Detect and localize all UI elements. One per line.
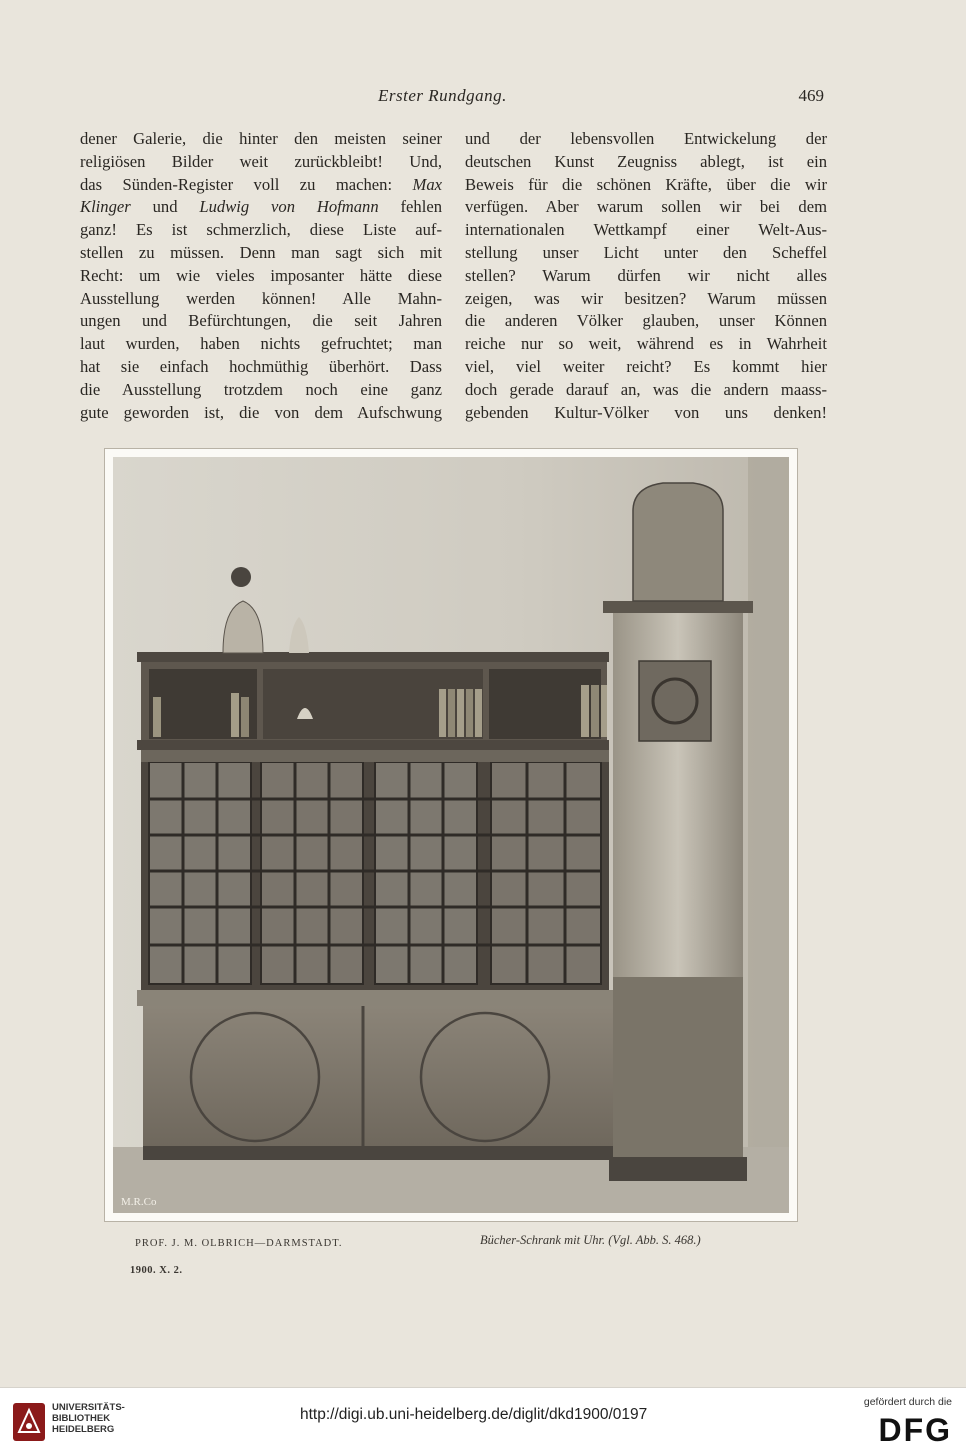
running-title: Erster Rundgang. bbox=[378, 86, 507, 105]
photo-signature: M.R.Co bbox=[121, 1196, 157, 1208]
text-line: die anderen Völker glauben, unser Können bbox=[465, 311, 827, 331]
glass-doors bbox=[141, 750, 609, 990]
text-line: und der lebensvollen Entwickelung der bbox=[465, 129, 827, 148]
library-name-line: BIBLIOTHEK bbox=[52, 1413, 111, 1424]
library-name bbox=[52, 1402, 125, 1435]
italic-name: Max bbox=[412, 174, 442, 194]
text-line: stellung unser Licht unter den Scheffel bbox=[465, 242, 827, 262]
text-line: deutschen Kunst Zeugniss ablegt, ist ein bbox=[465, 151, 827, 171]
right-text-column bbox=[465, 128, 827, 424]
text-line: religiösen Bilder weit zurückbleibt! Und, bbox=[80, 151, 442, 171]
university-seal-icon bbox=[12, 1402, 46, 1442]
text-line: Recht: um wie vieles imposanter hätte diese bbox=[80, 265, 442, 285]
upper-shelf bbox=[137, 652, 609, 750]
library-name-line: UNIVERSITÄTS- bbox=[52, 1402, 125, 1413]
text-line bbox=[80, 174, 442, 197]
text-segment: und bbox=[130, 197, 200, 217]
text-line: gute geworden ist, die von dem Aufschwung bbox=[80, 402, 442, 422]
lower-cabinet bbox=[137, 990, 617, 1160]
bookcase-photograph bbox=[113, 457, 789, 1213]
left-text-column bbox=[80, 128, 442, 424]
text-line: laut wurden, haben nichts gefruchtet; man bbox=[80, 334, 442, 354]
text-segment: fehlen bbox=[378, 197, 442, 217]
text-line: ungen und Befürchtungen, die seit Jahren bbox=[80, 311, 442, 331]
clock-face bbox=[639, 661, 711, 741]
dfg-logo: DFG bbox=[878, 1412, 952, 1448]
bookcase-illustration bbox=[113, 457, 789, 1213]
page-header bbox=[80, 86, 824, 110]
text-line: die Ausstellung trotzdem noch eine ganz bbox=[80, 379, 442, 399]
text-line: reiche nur so weit, während es in Wahrheit bbox=[465, 334, 827, 354]
text-line: viel, viel weiter reicht? Es kommt hier bbox=[465, 356, 827, 376]
text-line: Beweis für die schönen Kräfte, über die wir bbox=[465, 174, 827, 194]
text-line: hat sie einfach hochmüthig überhört. Dass bbox=[80, 356, 442, 376]
text-line: doch gerade darauf an, was die andern maass- bbox=[465, 379, 827, 399]
footer-bar bbox=[0, 1387, 966, 1456]
digital-copy-link[interactable]: http://digi.ub.uni-heidelberg.de/diglit/dkd1900/0197 bbox=[300, 1406, 648, 1423]
photo-frame bbox=[104, 448, 798, 1222]
text-line: ganz! Es ist schmerzlich, diese Liste auf- bbox=[80, 220, 442, 240]
text-line: stellen zu müssen. Denn man sagt sich mit bbox=[80, 242, 442, 262]
caption-title: Bücher-Schrank mit Uhr. (Vgl. Abb. S. 468.) bbox=[480, 1233, 701, 1247]
funding-note: gefördert durch die bbox=[863, 1396, 952, 1408]
text-line: internationalen Wettkampf einer Welt-Aus- bbox=[465, 220, 827, 240]
library-name-line: HEIDELBERG bbox=[52, 1424, 115, 1435]
text-segment: das Sünden-Register voll zu machen: bbox=[80, 174, 393, 194]
text-line: stellen? Warum dürfen wir nicht alles bbox=[465, 265, 827, 285]
italic-name: Ludwig von Hofmann bbox=[199, 197, 379, 217]
text-line: zeigen, was wir besitzen? Warum müssen bbox=[465, 288, 827, 308]
text-line: Ausstellung werden können! Alle Mahn- bbox=[80, 288, 442, 308]
text-line: gebenden Kultur-Völker von uns denken! bbox=[465, 402, 827, 422]
caption-artist: PROF. J. M. OLBRICH—DARMSTADT. bbox=[135, 1238, 343, 1249]
text-line: dener Galerie, die hinter den meisten seiner bbox=[80, 129, 442, 148]
text-line bbox=[80, 196, 442, 219]
italic-name: Klinger bbox=[80, 197, 131, 217]
page-number: 469 bbox=[798, 86, 824, 105]
text-line: verfügen. Aber warum sollen wir bei dem bbox=[465, 197, 827, 217]
volume-mark: 1900. X. 2. bbox=[130, 1265, 183, 1276]
